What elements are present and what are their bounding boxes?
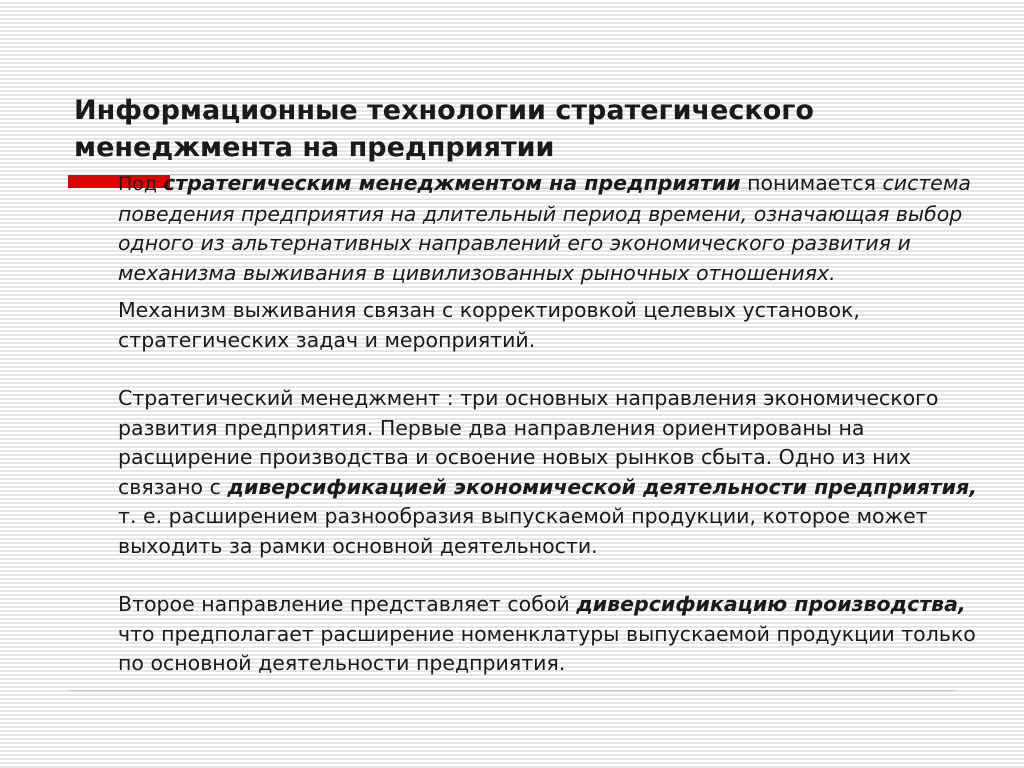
second-direction-after: что предполагает расширение номенклатуры выпускаемой продукции только по основной деятельности предприятия. (118, 621, 976, 675)
second-direction-paragraph (118, 590, 998, 679)
directions-term: диверсификацией экономической деятельности предприятия, (227, 474, 977, 499)
second-direction-term: диверсификацию производства, (576, 592, 966, 616)
definition-text: система поведения предприятия на длительный период времени, означающая выбор одного из альтернативных направлений его экономического развития и механизма выживания в цивилизованных рыночных отношениях. (118, 171, 971, 285)
directions-text-before: Стратегический менеджмент : три основных направления экономического развития предприятия. Первые два направления ориентированы на расщирение производства и освоение новых рынков сбыта. Одно из них связано с (118, 386, 939, 499)
slide-title (74, 92, 974, 166)
definition-term: стратегическим менеджментом на предприятии (163, 171, 741, 195)
slide-body (118, 169, 998, 679)
definition-verb: понимается (740, 171, 883, 195)
bottom-divider-line (68, 690, 956, 691)
definition-paragraph (118, 169, 998, 288)
definition-prefix: Под (118, 173, 164, 195)
second-direction-before: Второе направление представляет собой (118, 592, 577, 616)
directions-text-after: т. е. расширением разнообразия выпускаемой продукции, которое может выходить за рамки основной деятельности. (118, 504, 928, 558)
directions-paragraph (118, 384, 998, 561)
slide-title-line2: менеджмента на предприятии (74, 132, 555, 163)
survival-paragraph: Механизм выживания связан с корректировкой целевых установок, стратегических задач и мероприятий. (118, 298, 860, 352)
slide-title-line1: Информационные технологии стратегического (74, 95, 814, 126)
